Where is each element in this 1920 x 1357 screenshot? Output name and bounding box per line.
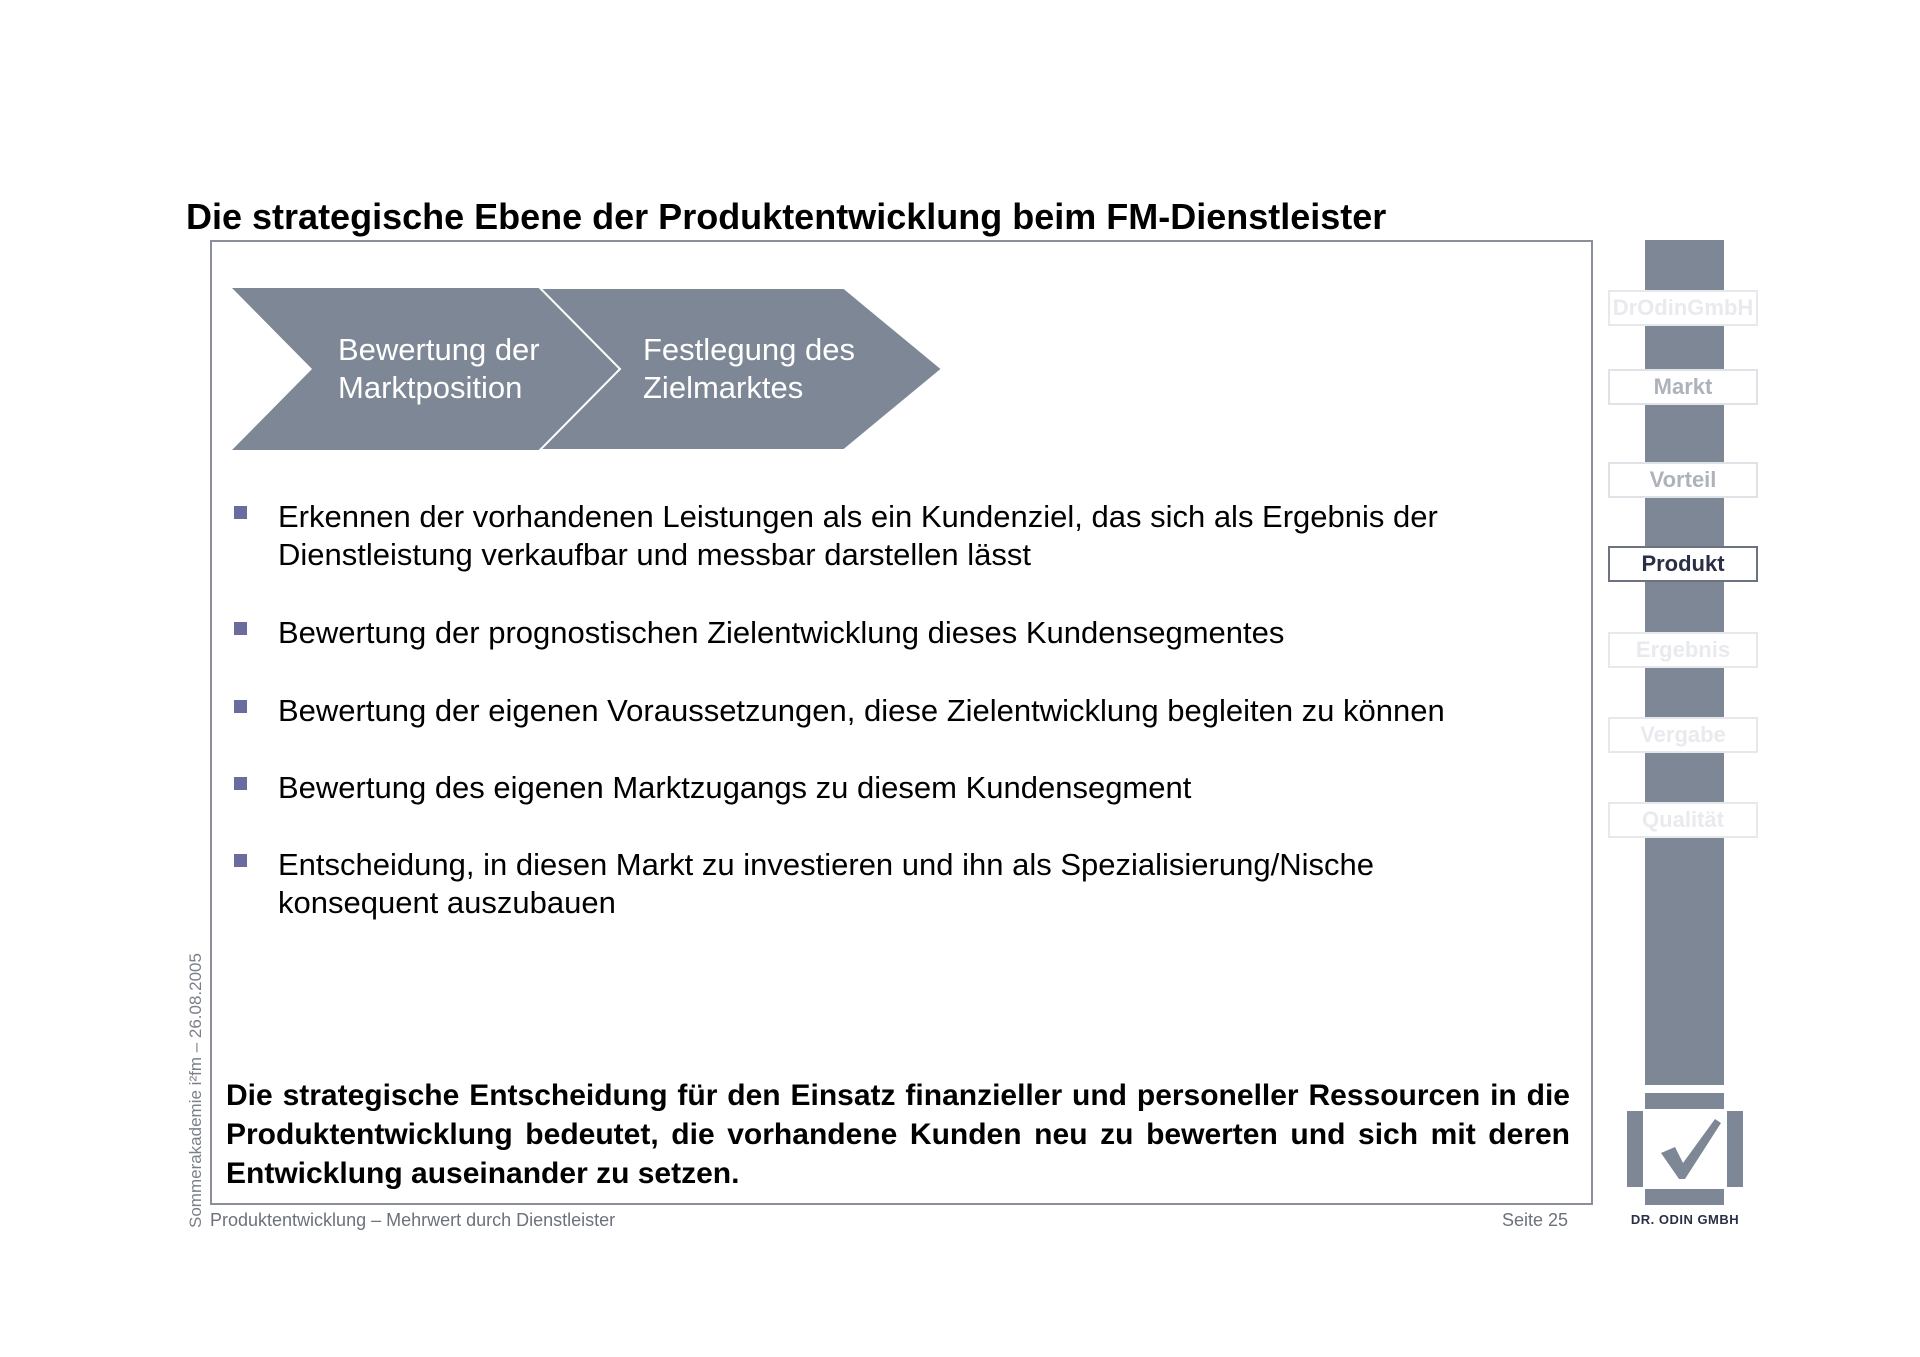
bullet-square-icon: [234, 700, 247, 713]
bullet-square-icon: [234, 777, 247, 790]
process-step-2-label: Festlegung des Zielmarktes: [643, 332, 855, 405]
bullet-text: Bewertung des eigenen Marktzugangs zu diesem Kundensegment: [278, 770, 1192, 805]
process-step-1-label: Bewertung der Marktposition: [338, 332, 540, 405]
bullet-square-icon: [234, 854, 247, 867]
bullet-square-icon: [234, 622, 247, 635]
bullet-text: Erkennen der vorhandenen Leistungen als ein Kundenziel, das sich als Ergebnis der Dienstleistung verkaufbar und messbar darstellen lässt: [278, 499, 1438, 572]
nav-item-vorteil[interactable]: Vorteil: [1608, 462, 1758, 498]
nav-item-produkt[interactable]: Produkt: [1608, 546, 1758, 582]
bullet-text: Bewertung der eigenen Voraussetzungen, diese Zielentwicklung begleiten zu können: [278, 693, 1445, 728]
nav-item-markt[interactable]: Markt: [1608, 369, 1758, 405]
logo-text: DR. ODIN GMBH: [1630, 1212, 1740, 1227]
nav-item-drodingmbh[interactable]: DrOdinGmbH: [1608, 290, 1758, 326]
bullet-text: Entscheidung, in diesen Markt zu investieren und ihn als Spezialisierung/Nische konsequent auszubauen: [278, 847, 1374, 920]
nav-item-qualitaet[interactable]: Qualität: [1608, 802, 1758, 838]
conclusion-text: Die strategische Entscheidung für den Einsatz finanzieller und personeller Ressourcen in die Produktentwicklung bedeutet, die vorhandene Kunden neu zu bewerten und sich mit deren Entwicklung auseinander zu setzen.: [226, 1079, 1570, 1190]
page-number: Seite 25: [1502, 1210, 1569, 1230]
footer-title: Produktentwicklung – Mehrwert durch Dienstleister: [210, 1210, 616, 1230]
bullet-text: Bewertung der prognostischen Zielentwicklung dieses Kundensegmentes: [278, 615, 1285, 650]
slide-title: Die strategische Ebene der Produktentwicklung beim FM-Dienstleister: [186, 196, 1387, 237]
logo-mark: [1627, 1093, 1743, 1205]
nav-item-vergabe[interactable]: Vergabe: [1608, 717, 1758, 753]
nav-item-ergebnis[interactable]: Ergebnis: [1608, 632, 1758, 668]
bullet-square-icon: [234, 506, 247, 519]
side-note: Sommerakademie i²fm – 26.08.2005: [186, 953, 205, 1228]
